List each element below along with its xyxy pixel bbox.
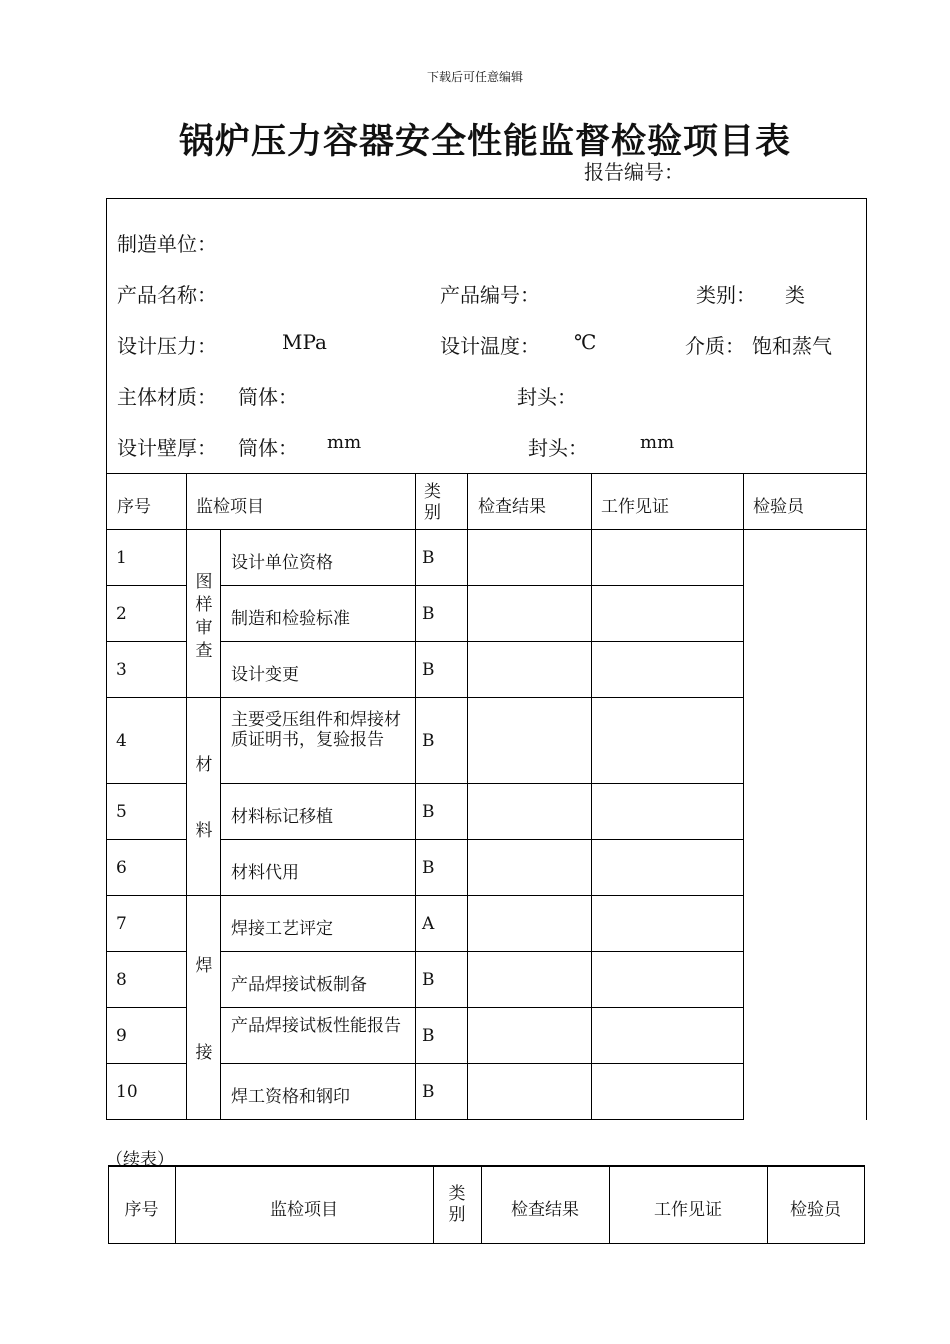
row-item: 设计变更 <box>231 665 299 685</box>
row-item: 焊工资格和钢印 <box>231 1087 350 1107</box>
row-divider <box>106 1007 187 1008</box>
row-divider <box>220 951 744 952</box>
page-title: 锅炉压力容器安全性能监督检验项目表 <box>178 122 791 162</box>
header-evidence: 工作见证 <box>601 497 669 517</box>
row-number: 9 <box>116 1026 127 1046</box>
column-divider <box>186 473 187 1120</box>
row-item: 主要受压组件和焊接材质证明书，复验报告 <box>231 710 401 750</box>
row-item: 焊接工艺评定 <box>231 919 333 939</box>
column-divider <box>220 529 221 1120</box>
row-number: 6 <box>116 858 127 878</box>
row-divider <box>220 585 744 586</box>
row-number: 5 <box>116 802 127 822</box>
row-number: 7 <box>116 914 127 934</box>
row-number: 4 <box>116 731 127 751</box>
column-divider <box>467 473 468 1120</box>
row-number: 8 <box>116 970 127 990</box>
product-number-label: 产品编号： <box>440 283 540 307</box>
column-divider <box>415 473 416 1120</box>
continued-header-evidence: 工作见证 <box>654 1200 722 1220</box>
row-divider <box>106 839 187 840</box>
row-item: 产品焊接试板性能报告 <box>231 1016 401 1036</box>
design-temperature-unit: ℃ <box>574 330 597 354</box>
medium-value: 饱和蒸气 <box>752 334 832 358</box>
row-number: 1 <box>116 548 127 568</box>
header-item: 监检项目 <box>196 497 264 517</box>
row-item: 产品焊接试板制备 <box>231 975 367 995</box>
head-material-label: 封头： <box>517 385 577 409</box>
continued-header-category: 类别 <box>448 1184 466 1225</box>
row-divider <box>220 839 744 840</box>
column-divider <box>433 1166 434 1244</box>
group-materials-bottom: 料 <box>195 821 213 841</box>
row-divider <box>106 585 187 586</box>
row-divider <box>220 1007 744 1008</box>
shell-thickness-label: 筒体： <box>238 436 298 460</box>
manufacturer-label: 制造单位： <box>117 232 217 256</box>
row-item: 设计单位资格 <box>231 553 333 573</box>
header-number: 序号 <box>117 497 151 517</box>
row-number: 2 <box>116 604 127 624</box>
wall-thickness-label: 设计壁厚： <box>117 436 217 460</box>
continued-header-result: 检查结果 <box>511 1200 579 1220</box>
table-bottom-border <box>106 1119 744 1120</box>
row-category: B <box>422 970 435 990</box>
row-category: B <box>422 858 435 878</box>
table-top-border <box>106 473 867 474</box>
medium-label: 介质： <box>685 334 745 358</box>
head-thickness-label: 封头： <box>528 436 588 460</box>
row-category: B <box>422 604 435 624</box>
design-pressure-label: 设计压力： <box>117 334 217 358</box>
group-materials-top: 材 <box>195 755 213 775</box>
row-divider <box>106 895 744 896</box>
row-category: A <box>422 914 435 934</box>
row-divider <box>106 697 744 698</box>
category-value: 类 <box>785 283 805 307</box>
row-item: 制造和检验标准 <box>231 609 350 629</box>
row-divider <box>106 1063 187 1064</box>
row-category: B <box>422 660 435 680</box>
row-item: 材料代用 <box>231 863 299 883</box>
shell-thickness-unit: mm <box>327 432 362 453</box>
row-category: B <box>422 1082 435 1102</box>
group-welding-bottom: 接 <box>195 1043 213 1063</box>
shell-material-label: 筒体： <box>238 385 298 409</box>
category-label: 类别： <box>696 283 756 307</box>
continued-label: （续表） <box>106 1150 174 1170</box>
head-thickness-unit: mm <box>640 432 675 453</box>
column-divider <box>743 473 744 1120</box>
row-category: B <box>422 548 435 568</box>
row-divider <box>106 951 187 952</box>
row-divider <box>106 783 187 784</box>
report-number-label: 报告编号： <box>584 160 684 184</box>
row-category: B <box>422 731 435 751</box>
row-divider <box>220 641 744 642</box>
continued-header-inspector: 检验员 <box>790 1200 841 1220</box>
row-divider <box>106 641 187 642</box>
column-divider <box>591 473 592 1120</box>
row-category: B <box>422 802 435 822</box>
continued-header-number: 序号 <box>124 1200 159 1220</box>
group-welding-top: 焊 <box>195 956 213 976</box>
header-note: 下载后可任意编辑 <box>426 70 523 84</box>
product-name-label: 产品名称： <box>117 283 217 307</box>
row-divider <box>220 1063 744 1064</box>
main-material-label: 主体材质： <box>117 385 217 409</box>
row-number: 10 <box>116 1082 138 1102</box>
row-number: 3 <box>116 660 127 680</box>
group-drawing-review: 图样审查 <box>195 572 213 661</box>
row-category: B <box>422 1026 435 1046</box>
header-category: 类别 <box>424 482 441 523</box>
row-divider <box>220 783 744 784</box>
header-result: 检查结果 <box>478 497 546 517</box>
header-inspector: 检验员 <box>753 497 804 517</box>
continued-header-item: 监检项目 <box>270 1200 338 1220</box>
row-item: 材料标记移植 <box>231 807 333 827</box>
design-temperature-label: 设计温度： <box>440 334 540 358</box>
design-pressure-unit: MPa <box>282 330 327 354</box>
